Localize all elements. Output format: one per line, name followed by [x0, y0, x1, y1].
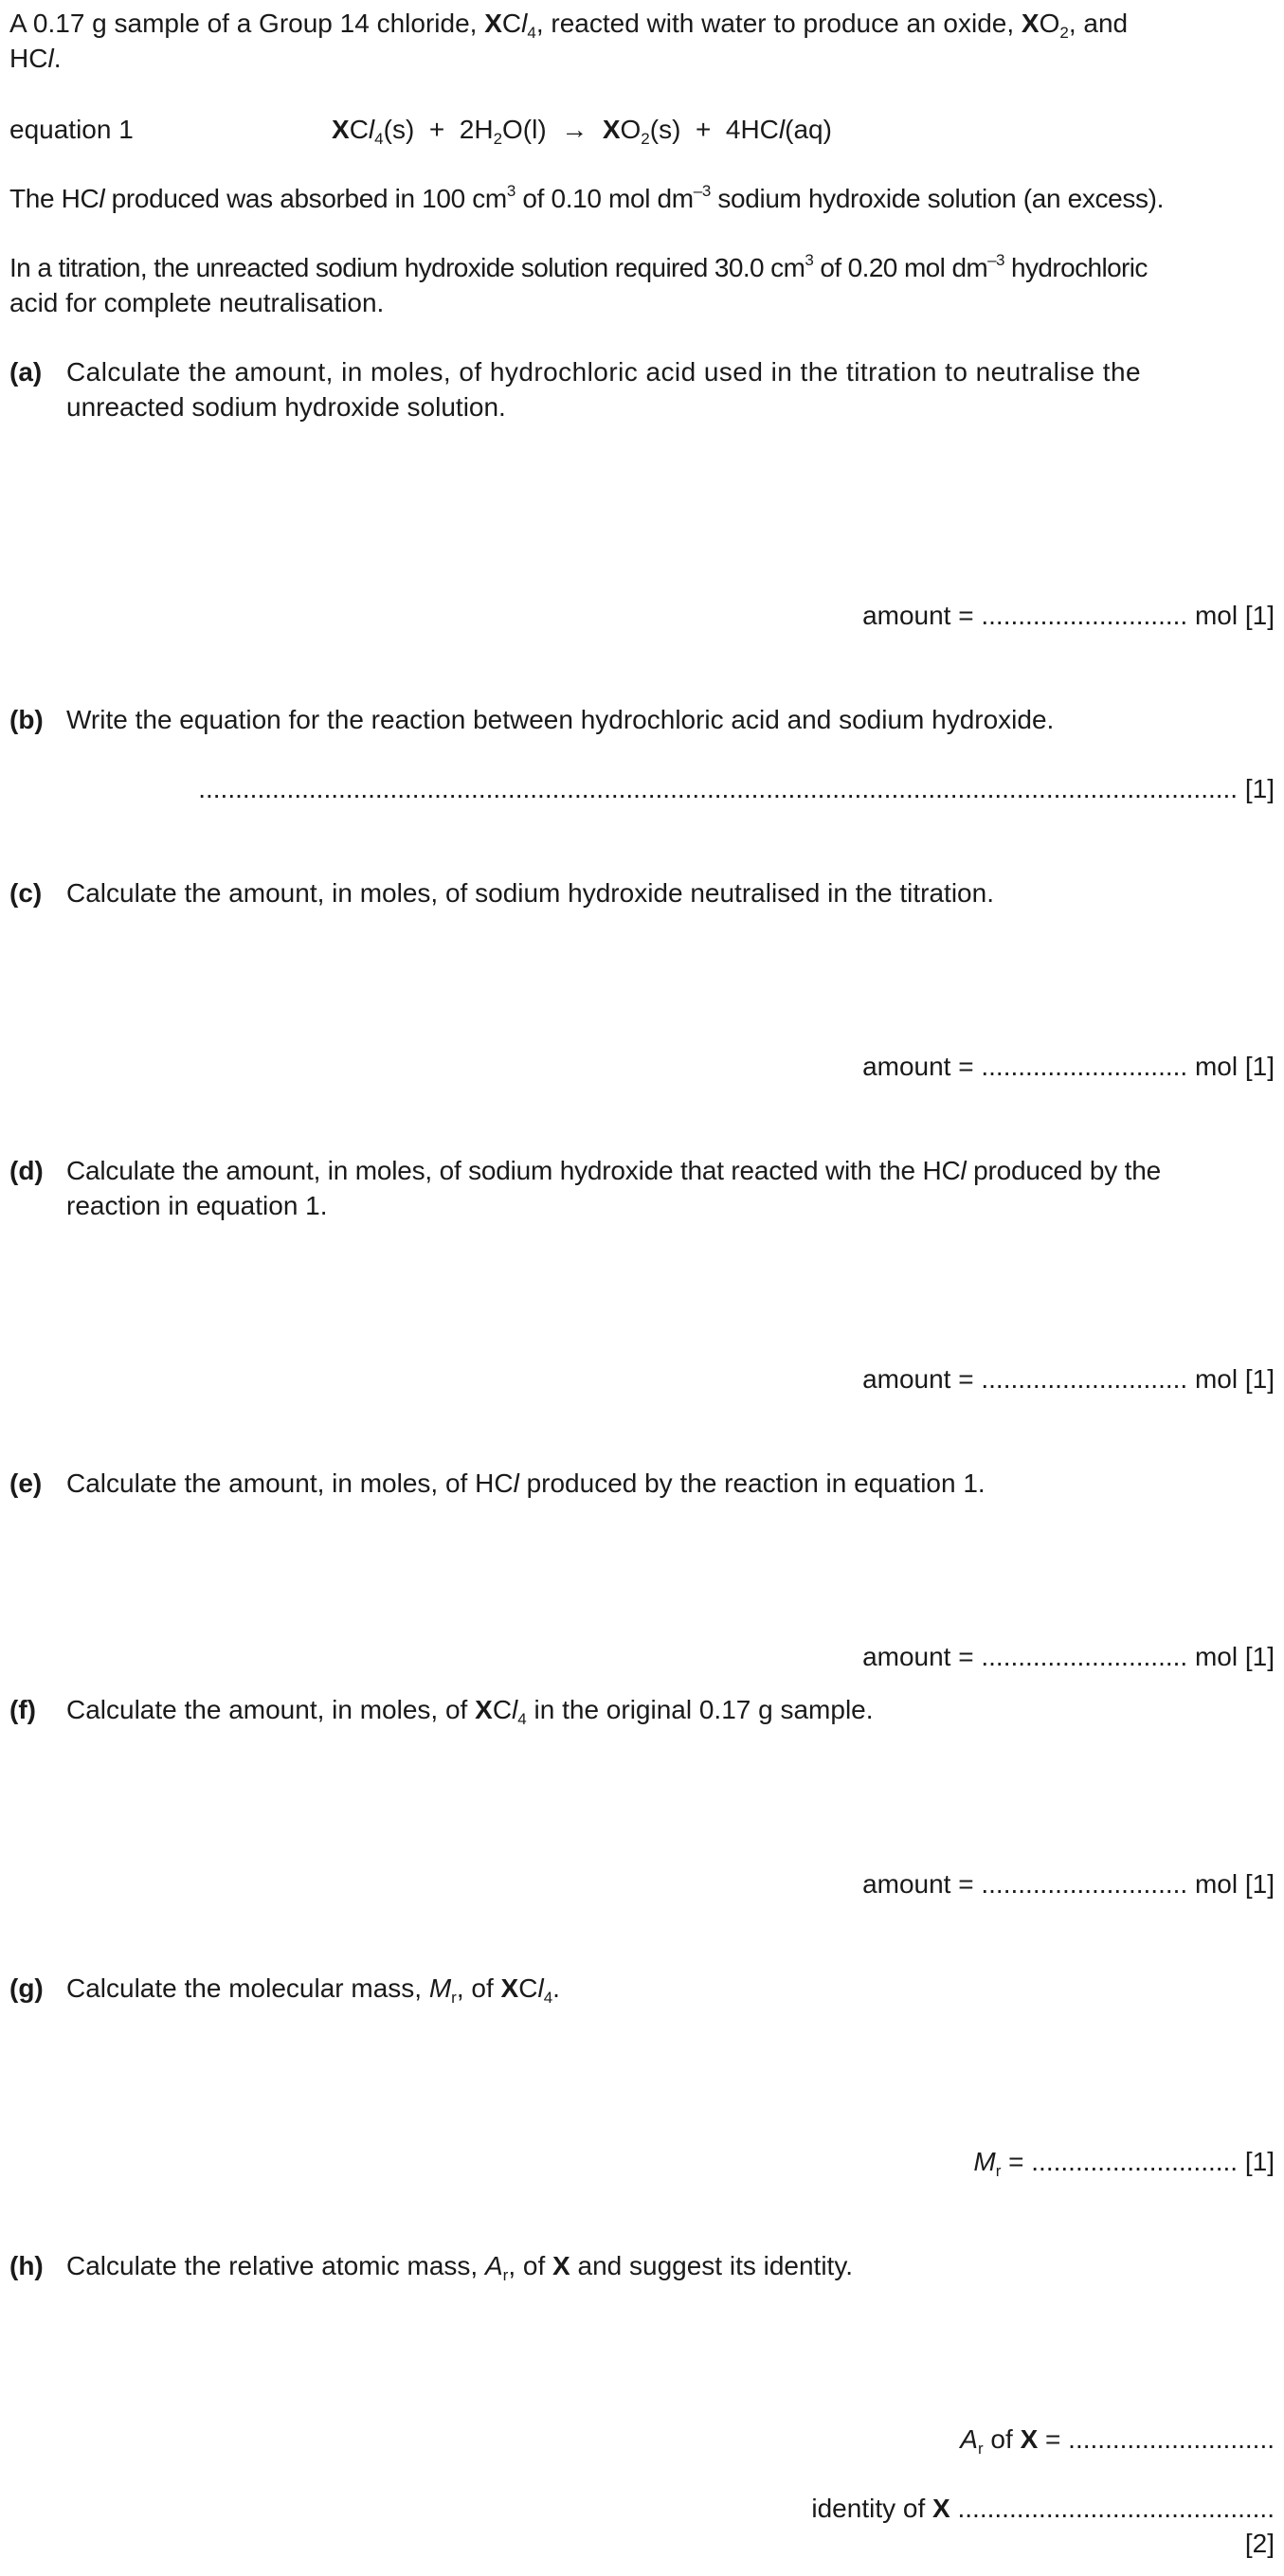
text: Calculate the amount, in moles, of [66, 1695, 476, 1724]
text: produced was absorbed in 100 cm [104, 184, 507, 213]
subscript: r [451, 1989, 457, 2007]
answer-line-b[interactable]: ............................................................................................................................................. [1] [198, 774, 1275, 803]
superscript: 3 [805, 251, 814, 269]
formula-hc: HC [9, 44, 48, 73]
text: Calculate the molecular mass, [66, 1973, 429, 2003]
question-d-line-1 [66, 1153, 1275, 1188]
question-b-label: (b) [9, 705, 44, 734]
symbol-a: A [960, 2424, 978, 2454]
formula-c: C [349, 115, 369, 144]
question-c-label: (c) [9, 878, 43, 908]
subscript: 4 [527, 24, 536, 42]
subscript: r [995, 2162, 1002, 2180]
text: , of [508, 2251, 553, 2280]
formula-l: l [537, 1973, 544, 2003]
text: in the original 0.17 g sample. [526, 1695, 874, 1724]
question-e-text [66, 1466, 1275, 1501]
answer-line-h-identity[interactable] [811, 2491, 1275, 2526]
formula-water: 2H [459, 115, 494, 144]
formula-l: l [99, 184, 105, 213]
formula-l: l [778, 115, 786, 144]
formula-x: X [1021, 9, 1040, 38]
formula-water: O(l) [502, 115, 547, 144]
question-d-line-2: reaction in equation 1. [66, 1191, 328, 1220]
answer-line-h-ar[interactable] [960, 2422, 1275, 2457]
formula-x: X [500, 1973, 519, 2003]
subscript: 4 [374, 130, 384, 148]
question-g-text [66, 1971, 1275, 2006]
subscript: 2 [641, 130, 650, 148]
text: hydrochloric [1004, 253, 1148, 282]
equation-label: equation 1 [9, 115, 134, 144]
answer-line-e[interactable]: amount = ............................ mol [1] [862, 1642, 1275, 1671]
intro-text: , reacted with water to produce an oxide, [535, 9, 1022, 38]
formula-l: l [960, 1156, 967, 1185]
answer-line-g[interactable] [973, 2144, 1275, 2179]
superscript: –3 [693, 182, 711, 200]
question-a-line-1: Calculate the amount, in moles, of hydrochloric acid used in the titration to neutralise the [66, 357, 1142, 387]
marks-h: [2] [1244, 2529, 1275, 2558]
formula-hcl: 4HC [725, 115, 779, 144]
subscript: 4 [517, 1710, 527, 1728]
text: , of [456, 1973, 501, 2003]
formula-x: X [552, 2251, 570, 2280]
subscript: 2 [1059, 24, 1069, 42]
answer-dots: ........................................... [949, 2494, 1275, 2523]
intro-line-2 [9, 41, 1275, 76]
equation-1 [332, 112, 832, 147]
question-h-text [66, 2248, 1275, 2283]
question-a-line-2: unreacted sodium hydroxide solution. [66, 392, 506, 422]
formula-x: X [1020, 2424, 1039, 2454]
formula-x: X [484, 9, 502, 38]
superscript: 3 [506, 182, 515, 200]
intro-line-1 [9, 6, 1275, 41]
answer-line-a[interactable]: amount = ............................ mol [1] [862, 601, 1275, 630]
formula-x: X [332, 115, 350, 144]
intro-text: A 0.17 g sample of a Group 14 chloride, [9, 9, 485, 38]
text: Calculate the amount, in moles, of HC [66, 1468, 514, 1498]
state-symbol: (s) [383, 115, 415, 144]
text: produced by the reaction in equation 1. [518, 1468, 986, 1498]
text: The HC [9, 184, 99, 213]
plus-sign: + [428, 115, 445, 144]
subscript: 2 [493, 130, 503, 148]
paragraph-titration-1 [9, 250, 1275, 285]
symbol-a: A [484, 2251, 503, 2280]
formula-x: X [932, 2494, 950, 2523]
question-e-label: (e) [9, 1468, 43, 1498]
formula-l: l [512, 1695, 518, 1724]
formula-o: O [1039, 9, 1060, 38]
question-d-label: (d) [9, 1156, 44, 1185]
text: and suggest its identity. [570, 2251, 854, 2280]
intro-text: , and [1068, 9, 1129, 38]
text: In a titration, the unreacted sodium hydroxide solution required 30.0 cm [9, 253, 805, 282]
superscript: –3 [987, 251, 1004, 269]
formula-l: l [521, 9, 528, 38]
formula-c: C [518, 1973, 538, 2003]
question-a-label: (a) [9, 357, 43, 387]
symbol-m: M [428, 1973, 452, 2003]
formula-x: X [475, 1695, 493, 1724]
state-symbol: (s) [649, 115, 681, 144]
punctuation: . [53, 44, 62, 73]
paragraph-absorption [9, 181, 1275, 216]
question-f-text [66, 1692, 1275, 1727]
formula-c: C [492, 1695, 513, 1724]
answer-line-f[interactable]: amount = ............................ mol [1] [862, 1869, 1275, 1899]
question-b-text: Write the equation for the reaction between hydrochloric acid and sodium hydroxide. [66, 705, 1055, 734]
answer-dots: = ............................ [1038, 2424, 1275, 2454]
paragraph-titration-2: acid for complete neutralisation. [9, 288, 385, 317]
text: identity of [811, 2494, 933, 2523]
punctuation: . [552, 1973, 560, 2003]
question-c-text: Calculate the amount, in moles, of sodium hydroxide neutralised in the titration. [66, 878, 994, 908]
answer-line-c[interactable]: amount = ............................ mol [1] [862, 1052, 1275, 1081]
question-h-label: (h) [9, 2251, 44, 2280]
formula-o: O [620, 115, 642, 144]
text: sodium hydroxide solution (an excess). [710, 184, 1165, 213]
formula-c: C [501, 9, 522, 38]
subscript: 4 [543, 1989, 553, 2007]
text: Calculate the relative atomic mass, [66, 2251, 485, 2280]
formula-x: X [602, 115, 621, 144]
subscript: r [502, 2266, 509, 2284]
answer-line-d[interactable]: amount = ............................ mol [1] [862, 1364, 1275, 1394]
question-f-label: (f) [9, 1695, 36, 1724]
subscript: r [977, 2440, 984, 2458]
text: produced by the [966, 1156, 1161, 1185]
answer-dots: = ............................ [1] [1001, 2147, 1275, 2176]
formula-l: l [368, 115, 375, 144]
symbol-m: M [973, 2147, 996, 2176]
formula-l: l [47, 44, 54, 73]
arrow-icon: → [561, 115, 588, 144]
text: of 0.20 mol dm [813, 253, 988, 282]
text: Calculate the amount, in moles, of sodium hydroxide that reacted with the HC [66, 1156, 961, 1185]
text: of [983, 2424, 1021, 2454]
plus-sign: + [695, 115, 712, 144]
formula-l: l [513, 1468, 519, 1498]
question-g-label: (g) [9, 1973, 44, 2003]
state-symbol: (aq) [785, 115, 832, 144]
text: of 0.10 mol dm [515, 184, 694, 213]
